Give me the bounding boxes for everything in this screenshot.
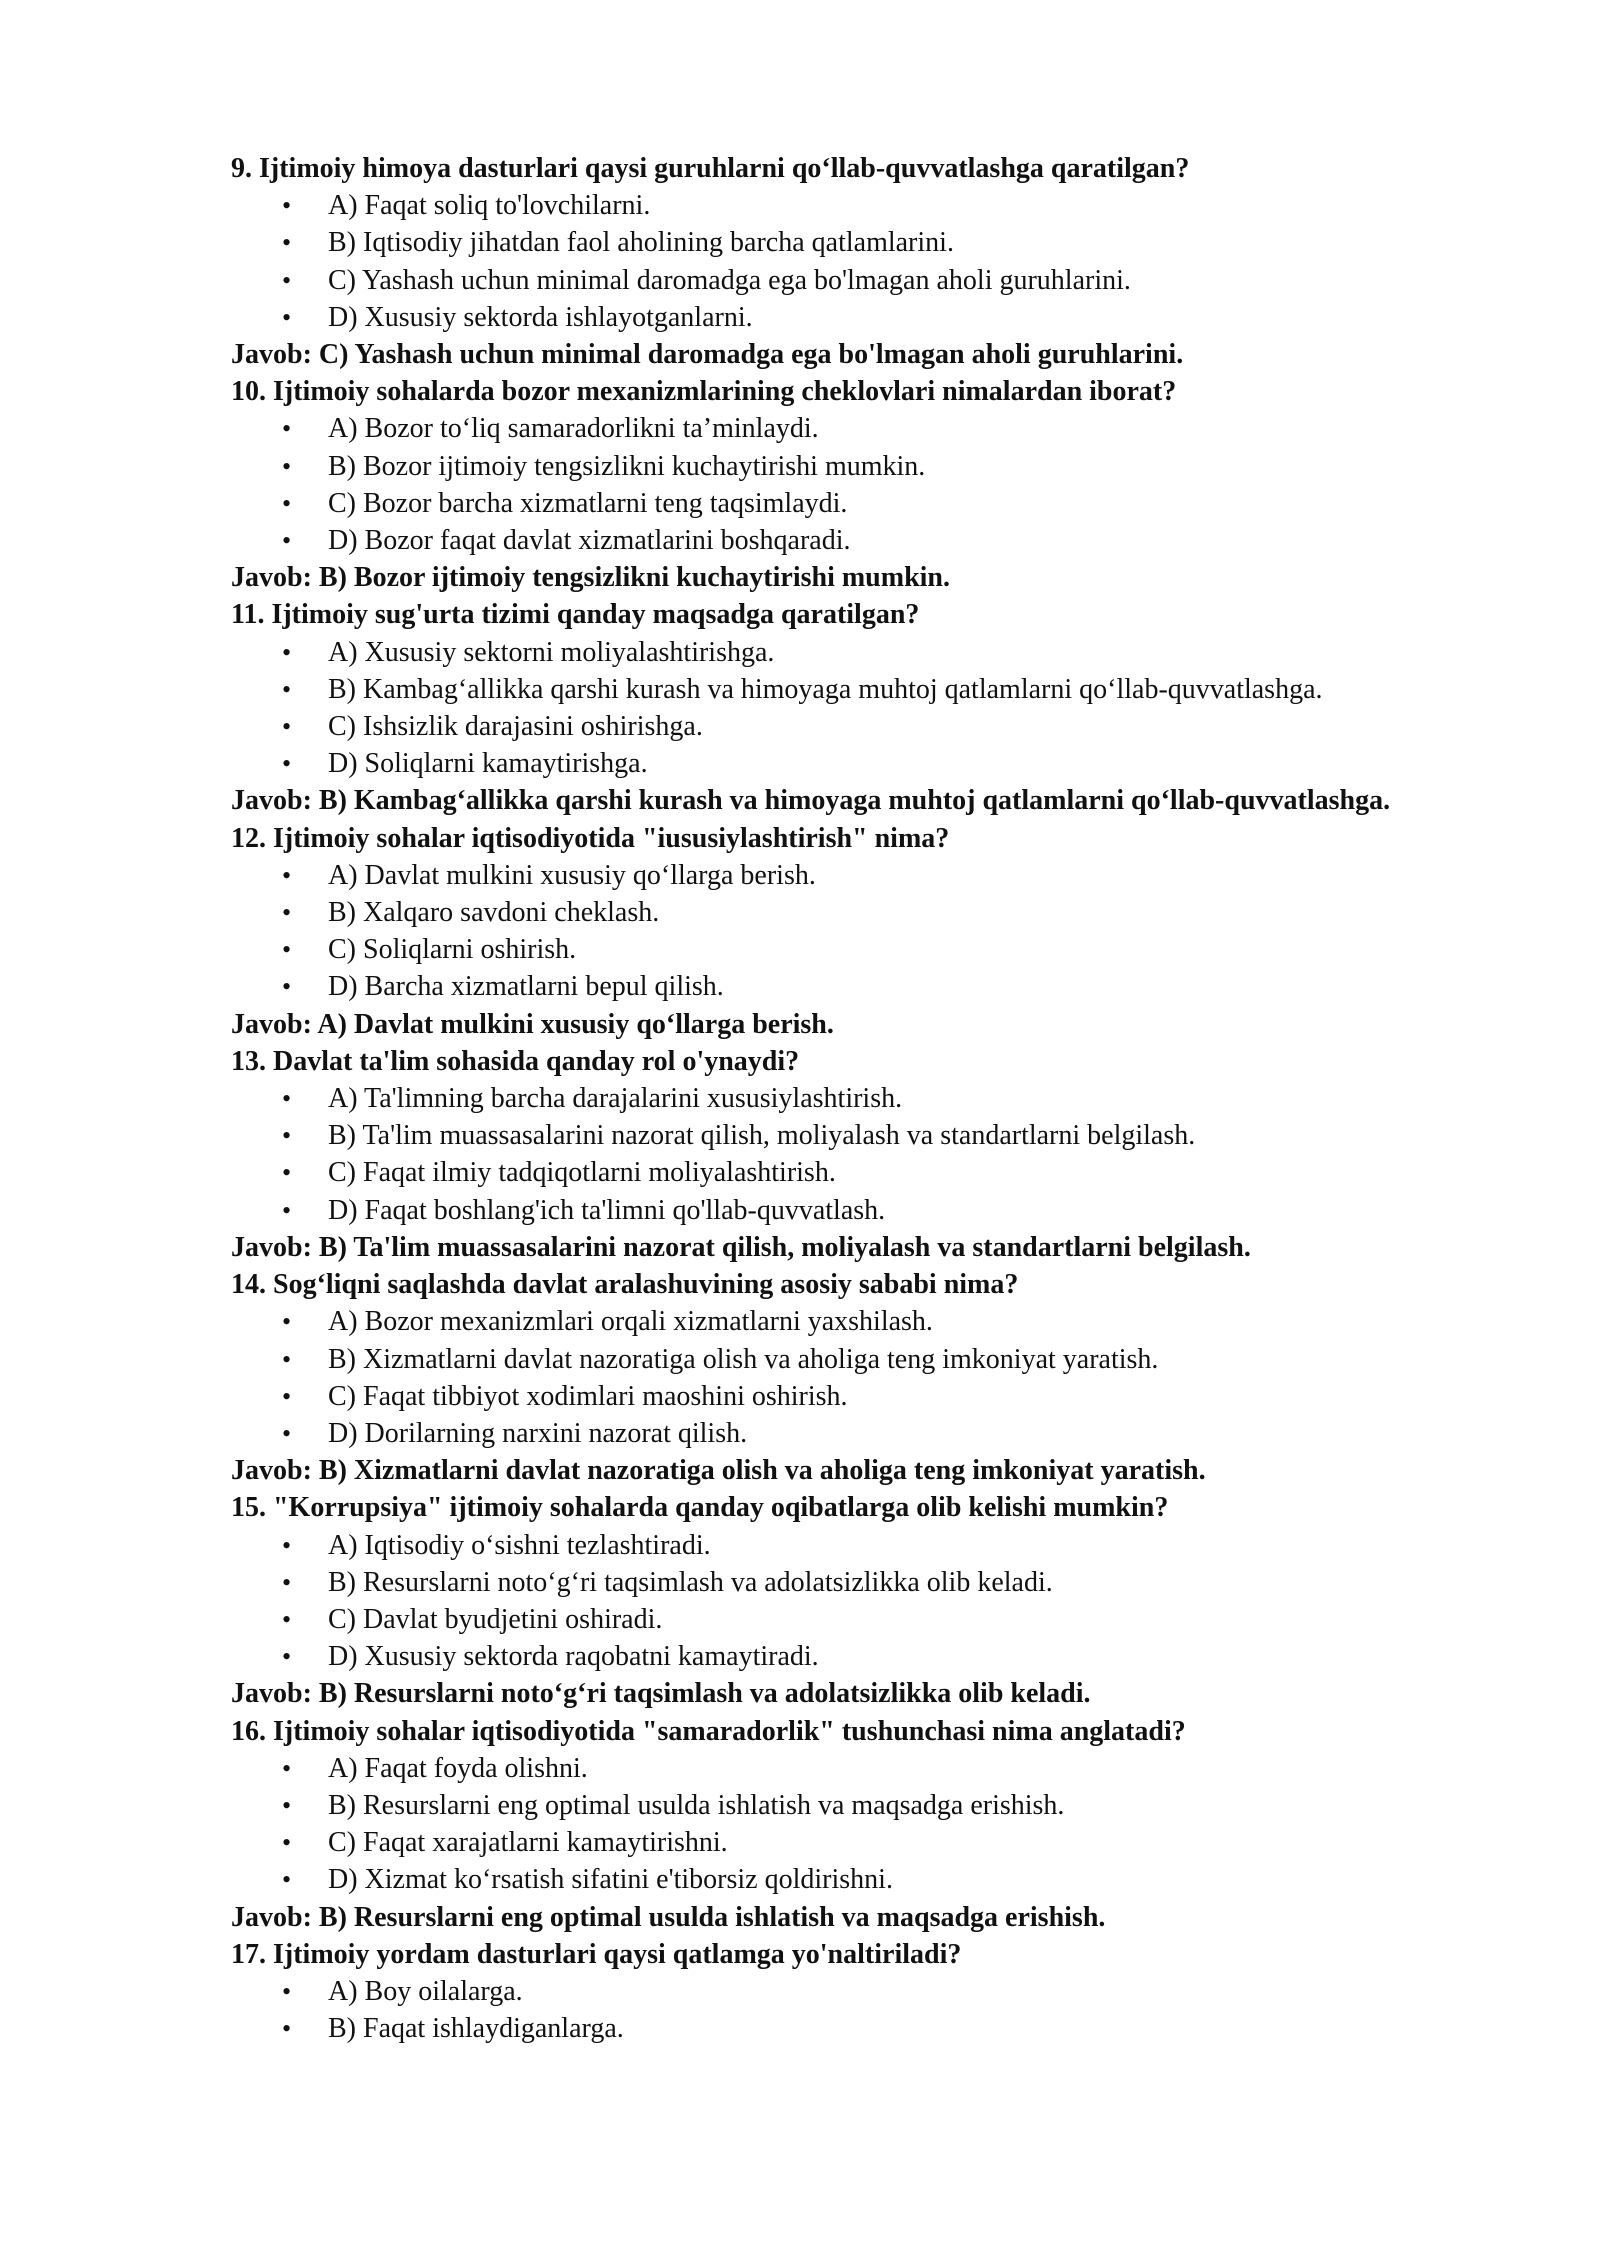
bullet-icon: •	[282, 1121, 292, 1151]
answer-line: Javob: B) Kambag‘allikka qarshi kurash va himoyaga muhtoj qatlamlarni qo‘llab-quvvatlashga.	[231, 785, 1391, 817]
option-text: B) Resurslarni eng optimal usulda ishlatish va maqsadga erishish.	[328, 1789, 1065, 1821]
option-item	[231, 857, 1521, 894]
option-item	[231, 1117, 1521, 1154]
option-item	[231, 2010, 1521, 2047]
question-block	[231, 1713, 1521, 1936]
option-item	[231, 1080, 1521, 1117]
question-block	[231, 1489, 1521, 1712]
option-text: C) Bozor barcha xizmatlarni teng taqsimlaydi.	[328, 487, 848, 519]
option-text: B) Xalqaro savdoni cheklash.	[328, 897, 660, 929]
option-item	[231, 187, 1521, 224]
option-text: B) Faqat ishlaydiganlarga.	[328, 2013, 624, 2045]
option-item	[231, 968, 1521, 1005]
bullet-icon: •	[282, 1530, 292, 1560]
answer-line: Javob: B) Ta'lim muassasalarini nazorat qilish, moliyalash va standartlarni belgilash.	[231, 1231, 1251, 1263]
bullet-icon: •	[282, 1418, 292, 1448]
option-text: A) Faqat foyda olishni.	[328, 1752, 588, 1784]
bullet-icon: •	[282, 972, 292, 1002]
option-text: A) Bozor to‘liq samaradorlikni ta’minlaydi.	[328, 413, 819, 445]
bullet-icon: •	[282, 712, 292, 742]
option-item	[231, 1527, 1521, 1564]
option-item	[231, 1824, 1521, 1861]
question-block	[231, 596, 1521, 819]
question-title: 14. Sog‘liqni saqlashda davlat aralashuvining asosiy sababi nima?	[231, 1269, 1019, 1301]
option-item	[231, 262, 1521, 299]
answer-line: Javob: B) Resurslarni noto‘g‘ri taqsimlash va adolatsizlikka olib keladi.	[231, 1678, 1091, 1710]
option-item	[231, 485, 1521, 522]
options-list	[231, 1750, 1521, 1899]
answer-line: Javob: B) Xizmatlarni davlat nazoratiga olish va aholiga teng imkoniyat yaratish.	[231, 1455, 1206, 1487]
bullet-icon: •	[282, 1381, 292, 1411]
question-block	[231, 1043, 1521, 1266]
answer-line: Javob: C) Yashash uchun minimal daromadga ega bo'lmagan aholi guruhlarini.	[231, 339, 1184, 371]
option-item	[231, 931, 1521, 968]
option-text: C) Yashash uchun minimal daromadga ega bo'lmagan aholi guruhlarini.	[328, 264, 1131, 296]
bullet-icon: •	[282, 1753, 292, 1783]
option-text: A) Xususiy sektorni moliyalashtirishga.	[328, 636, 775, 668]
option-item	[231, 522, 1521, 559]
bullet-icon: •	[282, 898, 292, 928]
option-text: C) Davlat byudjetini oshiradi.	[328, 1603, 663, 1635]
option-item	[231, 894, 1521, 931]
question-block	[231, 820, 1521, 1043]
bullet-icon: •	[282, 860, 292, 890]
option-text: C) Faqat ilmiy tadqiqotlarni moliyalashtirish.	[328, 1157, 836, 1189]
option-text: D) Bozor faqat davlat xizmatlarini boshqaradi.	[328, 525, 851, 557]
bullet-icon: •	[282, 1604, 292, 1634]
bullet-icon: •	[282, 935, 292, 965]
bullet-icon: •	[282, 191, 292, 221]
option-item	[231, 1973, 1521, 2010]
question-block	[231, 373, 1521, 596]
option-item	[231, 1601, 1521, 1638]
bullet-icon: •	[282, 488, 292, 518]
bullet-icon: •	[282, 1307, 292, 1337]
options-list	[231, 634, 1521, 783]
option-item	[231, 1564, 1521, 1601]
option-item	[231, 671, 1521, 708]
bullet-icon: •	[282, 1158, 292, 1188]
bullet-icon: •	[282, 414, 292, 444]
bullet-icon: •	[282, 526, 292, 556]
option-text: B) Kambag‘allikka qarshi kurash va himoyaga muhtoj qatlamlarni qo‘llab-quvvatlashga.	[328, 673, 1323, 705]
question-block	[231, 1266, 1521, 1489]
bullet-icon: •	[282, 1790, 292, 1820]
option-item	[231, 1787, 1521, 1824]
option-text: A) Davlat mulkini xususiy qo‘llarga berish.	[328, 859, 816, 891]
option-item	[231, 410, 1521, 447]
option-text: B) Resurslarni noto‘g‘ri taqsimlash va adolatsizlikka olib keladi.	[328, 1566, 1053, 1598]
bullet-icon: •	[282, 1084, 292, 1114]
option-item	[231, 1192, 1521, 1229]
options-list	[231, 187, 1521, 336]
answer-line: Javob: B) Bozor ijtimoiy tengsizlikni kuchaytirishi mumkin.	[231, 562, 950, 594]
question-block	[231, 1936, 1521, 2048]
bullet-icon: •	[282, 637, 292, 667]
question-title: 12. Ijtimoiy sohalar iqtisodiyotida "iususiylashtirish" nima?	[231, 822, 950, 854]
option-item	[231, 1750, 1521, 1787]
option-text: D) Soliqlarni kamaytirishga.	[328, 748, 648, 780]
option-text: B) Xizmatlarni davlat nazoratiga olish va aholiga teng imkoniyat yaratish.	[328, 1343, 1159, 1375]
option-text: D) Xizmat ko‘rsatish sifatini e'tiborsiz qoldirishni.	[328, 1864, 893, 1896]
option-item	[231, 1861, 1521, 1898]
option-text: A) Iqtisodiy o‘sishni tezlashtiradi.	[328, 1529, 711, 1561]
question-title: 11. Ijtimoiy sug'urta tizimi qanday maqsadga qaratilgan?	[231, 599, 920, 631]
option-item	[231, 224, 1521, 261]
option-item	[231, 1303, 1521, 1340]
option-item	[231, 1341, 1521, 1378]
option-text: D) Barcha xizmatlarni bepul qilish.	[328, 971, 724, 1003]
option-item	[231, 1154, 1521, 1191]
answer-line: Javob: A) Davlat mulkini xususiy qo‘llarga berish.	[231, 1008, 834, 1040]
option-item	[231, 1638, 1521, 1675]
bullet-icon: •	[282, 674, 292, 704]
options-list	[231, 1080, 1521, 1229]
bullet-icon: •	[282, 302, 292, 332]
bullet-icon: •	[282, 1976, 292, 2006]
option-item	[231, 745, 1521, 782]
option-text: C) Faqat tibbiyot xodimlari maoshini oshirish.	[328, 1380, 848, 1412]
option-text: C) Ishsizlik darajasini oshirishga.	[328, 711, 703, 743]
option-text: B) Bozor ijtimoiy tengsizlikni kuchaytirishi mumkin.	[328, 450, 926, 482]
question-title: 10. Ijtimoiy sohalarda bozor mexanizmlarining cheklovlari nimalardan iborat?	[231, 376, 1177, 408]
question-title: 17. Ijtimoiy yordam dasturlari qaysi qatlamga yo'naltiriladi?	[231, 1938, 962, 1970]
options-list	[231, 857, 1521, 1006]
option-text: C) Faqat xarajatlarni kamaytirishni.	[328, 1827, 728, 1859]
option-text: A) Faqat soliq to'lovchilarni.	[328, 190, 651, 222]
option-text: D) Dorilarning narxini nazorat qilish.	[328, 1417, 748, 1449]
question-title: 16. Ijtimoiy sohalar iqtisodiyotida "samaradorlik" tushunchasi nima anglatadi?	[231, 1715, 1186, 1747]
option-item	[231, 708, 1521, 745]
bullet-icon: •	[282, 1642, 292, 1672]
option-text: D) Xususiy sektorda ishlayotganlarni.	[328, 301, 753, 333]
bullet-icon: •	[282, 1567, 292, 1597]
option-item	[231, 634, 1521, 671]
bullet-icon: •	[282, 451, 292, 481]
question-title: 15. "Korrupsiya" ijtimoiy sohalarda qanday oqibatlarga olib kelishi mumkin?	[231, 1492, 1169, 1524]
bullet-icon: •	[282, 265, 292, 295]
bullet-icon: •	[282, 228, 292, 258]
option-item	[231, 1378, 1521, 1415]
option-text: B) Iqtisodiy jihatdan faol aholining barcha qatlamlarini.	[328, 227, 954, 259]
option-item	[231, 299, 1521, 336]
bullet-icon: •	[282, 1865, 292, 1895]
question-title: 9. Ijtimoiy himoya dasturlari qaysi guruhlarni qo‘llab-quvvatlashga qaratilgan?	[231, 153, 1190, 184]
bullet-icon: •	[282, 1344, 292, 1374]
question-title: 13. Davlat ta'lim sohasida qanday rol o'ynaydi?	[231, 1045, 800, 1077]
options-list	[231, 1303, 1521, 1452]
option-text: A) Ta'limning barcha darajalarini xususiylashtirish.	[328, 1083, 903, 1115]
option-text: D) Faqat boshlang'ich ta'limni qo'llab-quvvatlash.	[328, 1194, 886, 1226]
bullet-icon: •	[282, 2014, 292, 2044]
option-text: B) Ta'lim muassasalarini nazorat qilish, moliyalash va standartlarni belgilash.	[328, 1120, 1196, 1152]
answer-line: Javob: B) Resurslarni eng optimal usulda ishlatish va maqsadga erishish.	[231, 1901, 1106, 1933]
option-item	[231, 448, 1521, 485]
option-item	[231, 1415, 1521, 1452]
bullet-icon: •	[282, 1828, 292, 1858]
options-list	[231, 410, 1521, 559]
question-block	[231, 150, 1521, 373]
option-text: A) Bozor mexanizmlari orqali xizmatlarni yaxshilash.	[328, 1306, 933, 1338]
option-text: A) Boy oilalarga.	[328, 1975, 523, 2007]
bullet-icon: •	[282, 749, 292, 779]
document-page	[231, 150, 1521, 2047]
options-list	[231, 1973, 1521, 2047]
option-text: D) Xususiy sektorda raqobatni kamaytiradi.	[328, 1641, 819, 1673]
bullet-icon: •	[282, 1195, 292, 1225]
options-list	[231, 1527, 1521, 1676]
option-text: C) Soliqlarni oshirish.	[328, 934, 577, 966]
